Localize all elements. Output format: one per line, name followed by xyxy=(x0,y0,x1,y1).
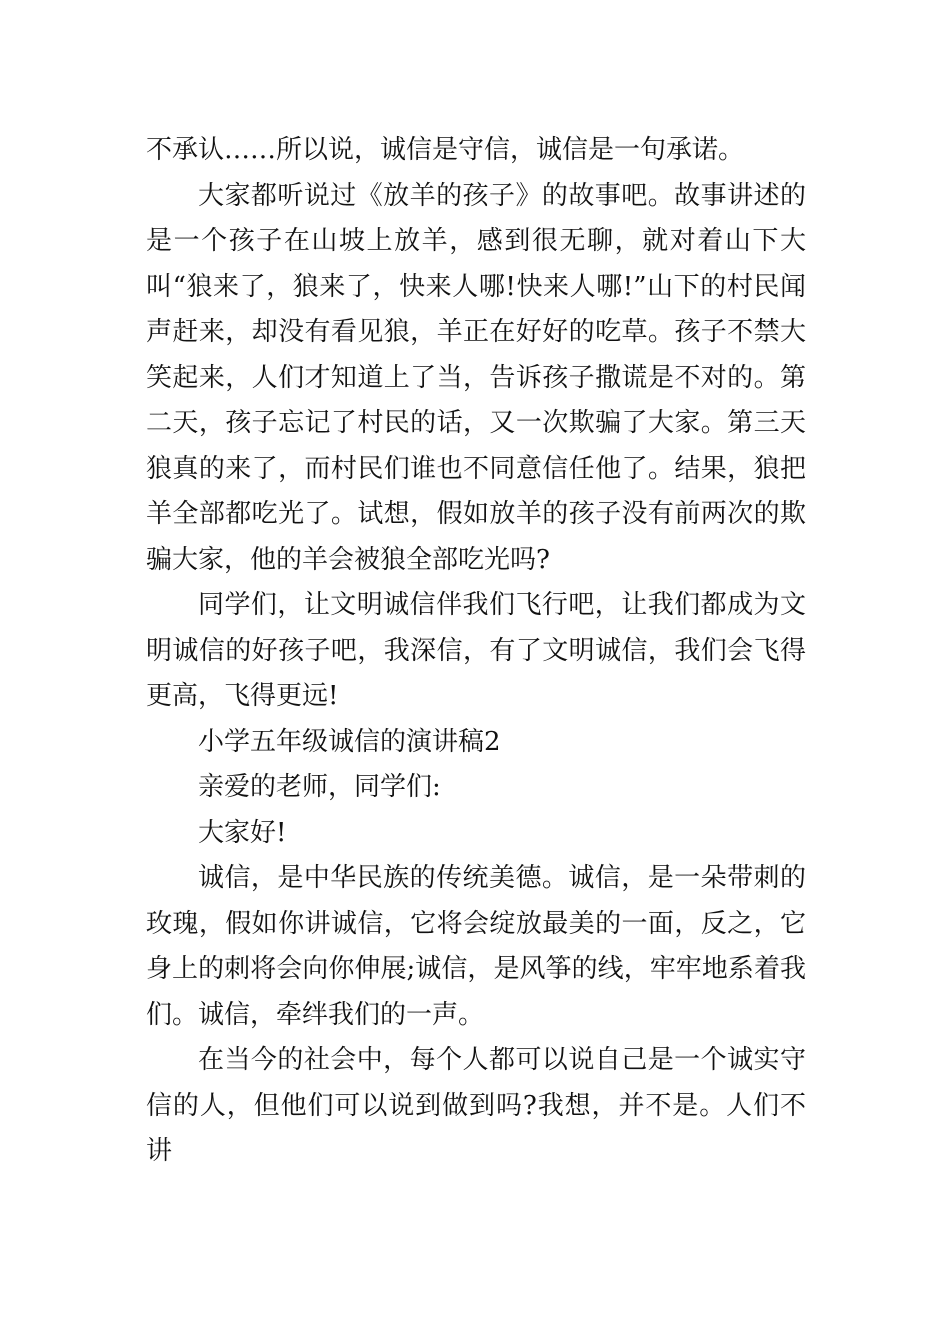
greeting: 大家好! xyxy=(198,817,287,848)
paragraph-shepherd-story: 大家都听说过《放羊的孩子》的故事吧。故事讲述的是一个孩子在山坡上放羊，感到很无聊，就对着山下大叫“狼来了，狼来了，快来人哪!快来人哪!”山下的村民闻声赶来，却没有看见狼，羊正在好好的吃草。孩子不禁大笑起来，人们才知道上了当，告诉孩子撒谎是不对的。第二天，孩子忘记了村民的话，又一次欺骗了大家。第三天狼真的来了，而村民们谁也不同意信任他了。结果，狼把羊全部都吃光了。试想，假如放羊的孩子没有前两次的欺骗大家，他的羊会被狼全部吃光吗? xyxy=(146,180,806,575)
paragraph-integrity-virtue: 诚信，是中华民族的传统美德。诚信，是一朵带刺的玫瑰，假如你讲诚信，它将会绽放最美的一面，反之，它身上的刺将会向你伸展;诚信，是风筝的线，牢牢地系着我们。诚信，牵绊我们的一声。 xyxy=(146,863,806,1030)
paragraph-continuation: 不承认……所以说，诚信是守信，诚信是一句承诺。 xyxy=(146,135,745,165)
paragraph-modern-society: 在当今的社会中，每个人都可以说自己是一个诚实守信的人，但他们可以说到做到吗?我想，并不是。人们不讲 xyxy=(146,1045,806,1166)
document-body xyxy=(146,128,806,1175)
paragraph-conclusion: 同学们，让文明诚信伴我们飞行吧，让我们都成为文明诚信的好孩子吧，我深信，有了文明诚信，我们会飞得更高，飞得更远! xyxy=(146,590,806,711)
salutation: 亲爱的老师，同学们: xyxy=(198,772,441,802)
speech-title: 小学五年级诚信的演讲稿2 xyxy=(198,726,501,757)
